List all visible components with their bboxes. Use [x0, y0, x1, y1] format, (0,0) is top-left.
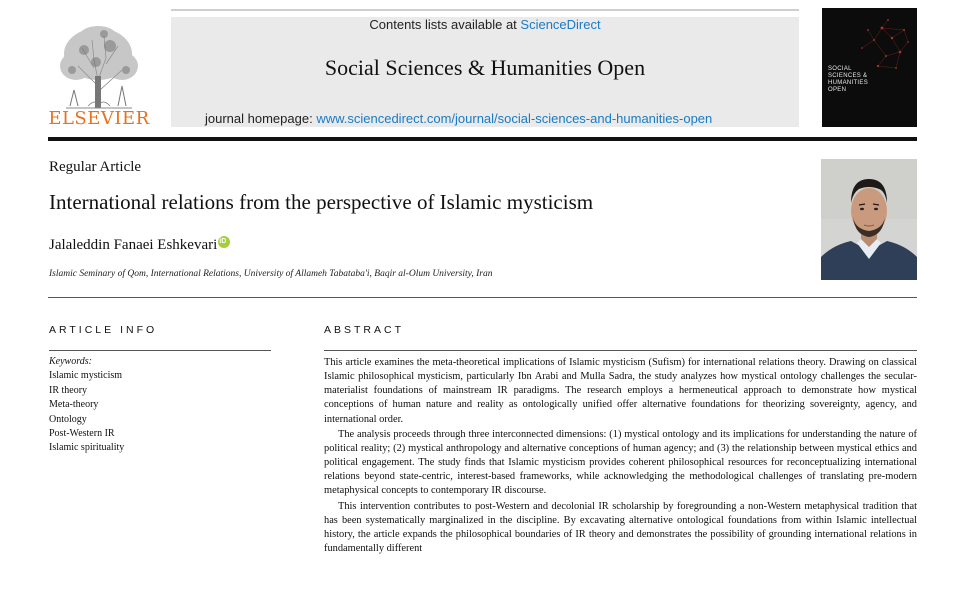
journal-cover[interactable]: [822, 8, 917, 127]
header-top-rule: [171, 9, 799, 11]
keyword-item: Islamic spirituality: [49, 442, 125, 454]
journal-homepage-link[interactable]: www.sciencedirect.com/journal/social-sciences-and-humanities-open: [316, 111, 713, 126]
article-title: International relations from the perspective of Islamic mysticism: [49, 190, 594, 214]
author-name[interactable]: Jalaleddin Fanaei Eshkevari: [49, 237, 218, 253]
keyword-item: Islamic mysticism: [49, 370, 123, 382]
homepage-line: [205, 111, 712, 126]
journal-banner: [171, 17, 799, 127]
sciencedirect-link[interactable]: ScienceDirect: [520, 17, 601, 32]
contents-prefix: Contents lists available at: [369, 17, 521, 32]
keywords-list: [49, 355, 124, 456]
article-type: Regular Article: [49, 159, 142, 175]
abstract-heading: ABSTRACT: [324, 324, 405, 336]
cover-title: SOCIAL SCIENCES & HUMANITIES OPEN: [828, 66, 869, 93]
journal-name: Social Sciences & Humanities Open: [324, 55, 646, 80]
keyword-item: IR theory: [49, 384, 88, 396]
keyword-item: Post-Western IR: [49, 428, 115, 440]
homepage-prefix: journal homepage:: [205, 111, 317, 126]
abstract-paragraph: This intervention contributes to post-Western and decolonial IR scholarship by foregrounding a non-Western metaphysical tradition that has been systematically marginalized in the discipline. By excavating alternative ontological foundations from within Islamic intellectual history, the article expands the philosophical boundaries of IR theory and demonstrates the possibility of grounding international relations in fundamentally different: [324, 500, 917, 555]
abstract-paragraph: This article examines the meta-theoretical implications of Islamic mysticism (Sufism) for international relations theory. Drawing on classical Islamic philosophical mysticism, particularly Ibn Arabi and Mulla Sadra, the study analyzes how mystical ontology challenges the secular-materialist foundations of mainstream IR paradigms. The research employs a hermeneutical approach to demonstrate how mystical conceptions of human nature and reality as ontologically unified offer alternative foundations for theorizing sovereignty, agency, and international order.: [324, 357, 917, 425]
article-info-rule: [49, 350, 271, 351]
keyword-item: Ontology: [49, 413, 87, 425]
abstract-paragraph: The analysis proceeds through three interconnected dimensions: (1) mystical ontology and its implications for understanding the nature of political reality; (2) mystical anthropology and alternative conceptions of human agency; and (3) the relationship between mystical ethics and political engagement. The study finds that Islamic mysticism provides coherent philosophical resources for reconceptualizing international relations beyond state-centric, interest-based frameworks, while acknowledging the methodological challenges of translating pre-modern metaphysical concepts to contemporary IR discourse.: [324, 428, 917, 497]
keyword-item: Meta-theory: [49, 399, 99, 411]
contents-line: [171, 17, 799, 32]
author-photo: [821, 159, 917, 280]
orcid-icon[interactable]: [218, 236, 230, 248]
section-divider: [48, 297, 917, 298]
author-affiliation: Islamic Seminary of Qom, International Relations, University of Allameh Tabataba'i, Baqir al-Olum University, Iran: [49, 269, 493, 279]
abstract-rule: [324, 350, 917, 351]
elsevier-wordmark[interactable]: ELSEVIER: [48, 108, 150, 129]
author-line: [49, 236, 230, 254]
article-info-heading: ARTICLE INFO: [49, 324, 158, 336]
abstract-body: [324, 356, 917, 557]
keywords-label: Keywords:: [49, 356, 92, 367]
header-bottom-rule: [48, 137, 917, 141]
